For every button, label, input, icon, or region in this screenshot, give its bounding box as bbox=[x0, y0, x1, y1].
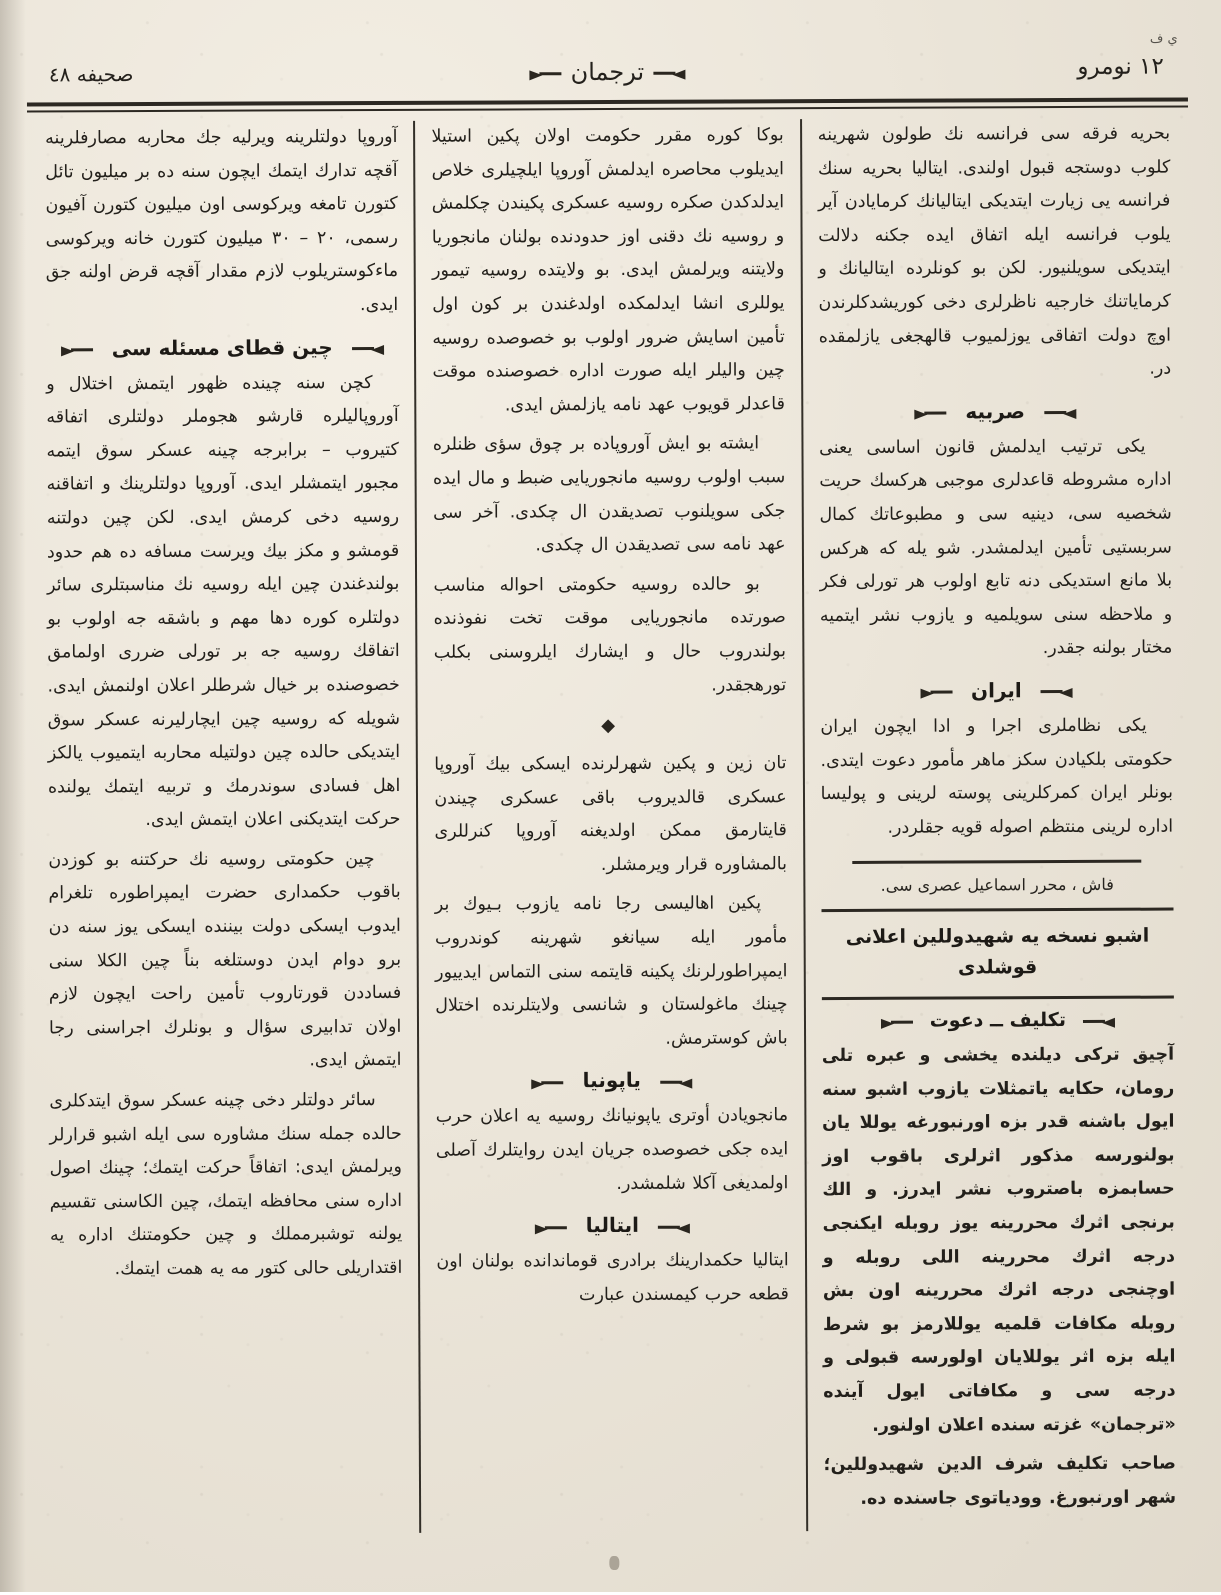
ornament-right-icon bbox=[535, 1221, 569, 1233]
article-columns bbox=[29, 117, 1192, 1534]
ornament-right-icon bbox=[881, 1015, 915, 1027]
masthead-issue bbox=[1077, 54, 1180, 80]
masthead-rule-thin bbox=[27, 105, 1188, 112]
ornament-right-icon bbox=[529, 67, 563, 79]
issue-label: نومرو bbox=[1077, 53, 1132, 80]
heading-label: ايتاليا bbox=[585, 1213, 640, 1238]
paragraph: ايشته بو ايش آوروپاده بر چوق سؤى ظنلره سبب اولوب روسيه مانجوريايى ضبط و مال ايده جكى سويلنوب تصديقدن ال چكدى. آخر سى عهد نامه سى تصديقدن ال چكدى. bbox=[432, 433, 786, 556]
subheading-label: تكليف ــ دعوت bbox=[929, 1009, 1066, 1032]
page-number: ٤٨ bbox=[48, 62, 71, 87]
ornament-left-icon bbox=[656, 1220, 690, 1232]
paragraph: آوروپا دولتلرينه ويرليه جك محاربه مصارفلرينه آقچه تدارك ايتمك ايچون سنه ده بر ميليون تائل كتورن تامغه ويركوسى اون ميليون كتورن آفيون رسمى، ٢٠ – ٣٠ ميليون كتورن خانه ويركوسى ماءكوستريلوب لازم مقدار آقچه قرض اولنه جق ايدى. bbox=[45, 126, 399, 316]
divider-rule bbox=[822, 996, 1174, 1001]
page-bottom-mark bbox=[609, 1556, 619, 1570]
ornament-left-icon bbox=[652, 67, 686, 79]
issue-number: ١٢ bbox=[1139, 53, 1164, 80]
page-label: صحيفه bbox=[76, 62, 134, 87]
paragraph: يكى نظاملرى اجرا و ادا ايچون ايران حكومتى بلكيادن سكز ماهر مأمور دعوت ايتدى. بونلر ايران كمركلرينى پوسته لرينى و پوليسا اداره لرينى منتظم اصوله قويه جقلردر. bbox=[820, 715, 1174, 838]
subheading-call-invitation bbox=[822, 1009, 1174, 1033]
section-heading-italy bbox=[436, 1212, 788, 1238]
paragraph: يكى ترتيب ايدلمش قانون اساسى يعنى اداره مشروطه قاعدلرى موجبى هركسك حريت شخصيه سى، دينيه سى و مطبوعاتك كمال سربستيى تأمين ايدلمشدر. شو يله كه هركس بلا مانع استديكى دنه تابع اولوب هر تورلى فكر و ملاحظه سنى سويلميه و يازوب نشر ايتميه مختار بولنه جقدر. bbox=[819, 436, 1173, 659]
paragraph: ايتاليا حكمدارينك برادرى قوماندانده بولنان اون قطعه حرب كيمسندن عبارت bbox=[436, 1250, 789, 1305]
paragraph: سائر دولتلر دخى چينه عسكر سوق ايتدكلرى حالده جمله سنك مشاوره سى ايله اشبو قرارلر ويرلمش ايدى: اتفاقاً حركت ايتمك؛ چينك اصول اداره سنى محافظه ايتمك، چين الكاسنى تقسيم يولنه توشبرمملك و چين حكومتنك اداره يه اقتداريلى حالى كتور مه يه همت ايتمك. bbox=[49, 1090, 403, 1280]
notice-text: اشبو نسخه يه شهيدوللين اعلانى قوشلدى bbox=[845, 924, 1150, 979]
ornament-right-icon bbox=[61, 343, 95, 355]
ornament-left-icon bbox=[1039, 685, 1073, 697]
ornament-right-icon bbox=[920, 686, 954, 698]
paragraph: بو حالده روسيه حكومتى احواله مناسب صورتده مانجوريايى موقت تخت نفوذنده بولندروب حال و ايشارك ايلروسنى بكلب تورهجقدر. bbox=[433, 574, 787, 696]
paragraph: پكين اهاليسى رجا نامه يازوب بـيوك بر مأمور ايله سيانغو شهرينه كوندروب ايمپراطورلرنك پكينه قايتمه سنى التماس ايدييور چينك ماغولستان و شانسى ولايتلرنده اختلال باش كوسترمش. bbox=[434, 893, 788, 1049]
paragraph: بوكا كوره مقرر حكومت اولان پكين استيلا ايديلوب محاصره ايدلمش آوروپا ايلچيلرى خلاص ايدلدكدن صكره روسيه عسكرى پكيندن چكلمش و روسيه نك دقنى اوز حدودنده بولنان مانجوريا ولايتنه ويرلمش ايدى. بو ولايتده روسيه تيمور يوللرى انشا ايدلمكده اولدغندن بر كون اول تأمين اسايش ضرور اولوب بو خصوصده روسيه چين واليلر ايله صورت اداره خصوصنده موقت قاعدلر قويوب عهد نامه يازلمش ايدى. bbox=[431, 125, 786, 416]
paragraph: بحريه فرقه سى فرانسه نك طولون شهرينه كلوب دوستجه قبول اولندى. ايتاليا بحريه سنك فرانسه يى زيارت ايتديكى ايتاليانك كرمايادن آير يلوب فرانسه ايله اتفاق ايده جكنه دلالت ايتديكى سويلنيور. لكن بو كونلرده ايتاليانك و كرماياتنك خارجيه ناظرلرى دخى كوريشدكلرندن اوچ دولت اتفاقى يوزلميوب قالهجغى يازلمقده در. bbox=[817, 123, 1172, 379]
column-right bbox=[29, 121, 421, 1535]
masthead-page bbox=[35, 62, 134, 86]
heading-label: ايران bbox=[970, 678, 1022, 703]
paragraph: تان زين و پكين شهرلرنده ايسكى بيك آوروپا عسكرى قالديروب باقى عسكرى چيندن قايتارمق ممكن اولديغنه آوروپا كنرللرى بالمشاوره قرار ويرمشلر. bbox=[434, 753, 788, 875]
heading-label: ياپونيا bbox=[582, 1068, 641, 1093]
paragraph: مانجويادن أوترى ياپونيانك روسيه يه اعلان حرب ايده جكى خصوصده جريان ايدن روايتلرك آصلى اولمديغى آكلا شلمشدر. bbox=[435, 1105, 789, 1194]
paragraph: صاحب تكليف شرف الدين شهيدوللين؛ شهر اورنبورغ. وودياتوى جاسنده ده. bbox=[823, 1453, 1177, 1509]
byline: فاش ، محرر اسماعيل عصرى سى. bbox=[880, 875, 1114, 896]
ornament-right-icon bbox=[532, 1076, 566, 1088]
section-heading-china bbox=[46, 334, 398, 360]
ornament-left-icon bbox=[1081, 1014, 1115, 1026]
ornament-right-icon bbox=[914, 407, 948, 419]
ornament-left-icon bbox=[658, 1076, 692, 1088]
column-left bbox=[802, 117, 1192, 1531]
paragraph: آچيق تركى ديلنده يخشى و عبره تلى رومان، حكايه ياتمثلات يازوب اشبو سنه ايول باشنه قدر بزه اورنبورغه يوللا يان بولنورسه مذكور اثرلرى باقوب اوز حسابمزه باصتروب نشر ايدرز. و الك برنجى اثرك محررينه يوز روبله ايكنجى درجه اثرك محررينه اللى روبله و اوچنجى درجه اثرك محررينه اون بش روبله مكافات قلميه يوللارمز بو شرط ايله بزه اثر يوللايان اولورسه قبولى و درجه سى و مكافاتى ايول آينده «ترجمان» غزته سنده اعلان اولنور. bbox=[821, 1044, 1176, 1436]
section-heading-iran bbox=[820, 677, 1172, 703]
masthead bbox=[25, 31, 1190, 98]
masthead-corner-mark: ي ف bbox=[1149, 31, 1178, 47]
column-middle bbox=[415, 119, 807, 1533]
paragraph: كچن سنه چينده ظهور ايتمش اختلال و آوروپاليلره قارشو هجوملر دولتلرى اتفاقه كتيروب – برابرجه چينه عسكر سوق ايتمه مجبور ايتمشلر ايدى. آوروپا دولتلرينك و اتفاقنه روسيه دخى كرمش ايدى. لكن چين دولتنه قومشو و مكز بيك ويرست مسافه ده هم حدود بولندغندن چين ايله روسيه نك مناسبتلرى سائر دولتلره كوره دها مهم و باشقه جه اولوب بو اتفاقك روسيه جه بر تورلى ضررى اولمامق خصوصنده بر خيال شرطلر اعلان اولنمش ايدى. شويله كه روسيه چين ايچارليرنه عسكر سوق ايتديكى حالده چين دولتيله محاربه ايتميوب يالكز اهل فسادى سوندرمك و تربيه ايتمك يولنده حركت ايتديكنى اعلان ايتمش ايدى. bbox=[46, 372, 401, 831]
section-heading-serbia bbox=[819, 398, 1171, 424]
ornament-left-icon bbox=[350, 342, 384, 354]
heading-label: چين قطاى مسئله سى bbox=[111, 334, 333, 360]
paragraph: چين حكومتى روسيه نك حركتنه بو كوزدن باقوب حكمدارى حضرت ايمپراطوره تلغرام ايدوب ايسكى دولت بيننده ايسكى يوز سنه دن برو دوام ايدن دوستلغه بناً چين الكلا سنى فساددن قورتاروب تأمين راحت ايچون لازم اولان تدابيرى سؤال و بونلرك اجراسنى رجا ايتمش ايدى. bbox=[48, 848, 402, 1071]
paper-title: ترجمان bbox=[570, 57, 645, 87]
divider-rule bbox=[853, 860, 1142, 864]
section-heading-japan bbox=[436, 1068, 788, 1094]
divider-rule bbox=[821, 908, 1173, 913]
masthead-rule-thick bbox=[27, 97, 1188, 106]
heading-label: صربيه bbox=[965, 398, 1026, 424]
ornament-left-icon bbox=[1042, 406, 1076, 418]
paper-title-block bbox=[529, 58, 686, 87]
diamond-separator-icon: ◆ bbox=[601, 715, 620, 737]
